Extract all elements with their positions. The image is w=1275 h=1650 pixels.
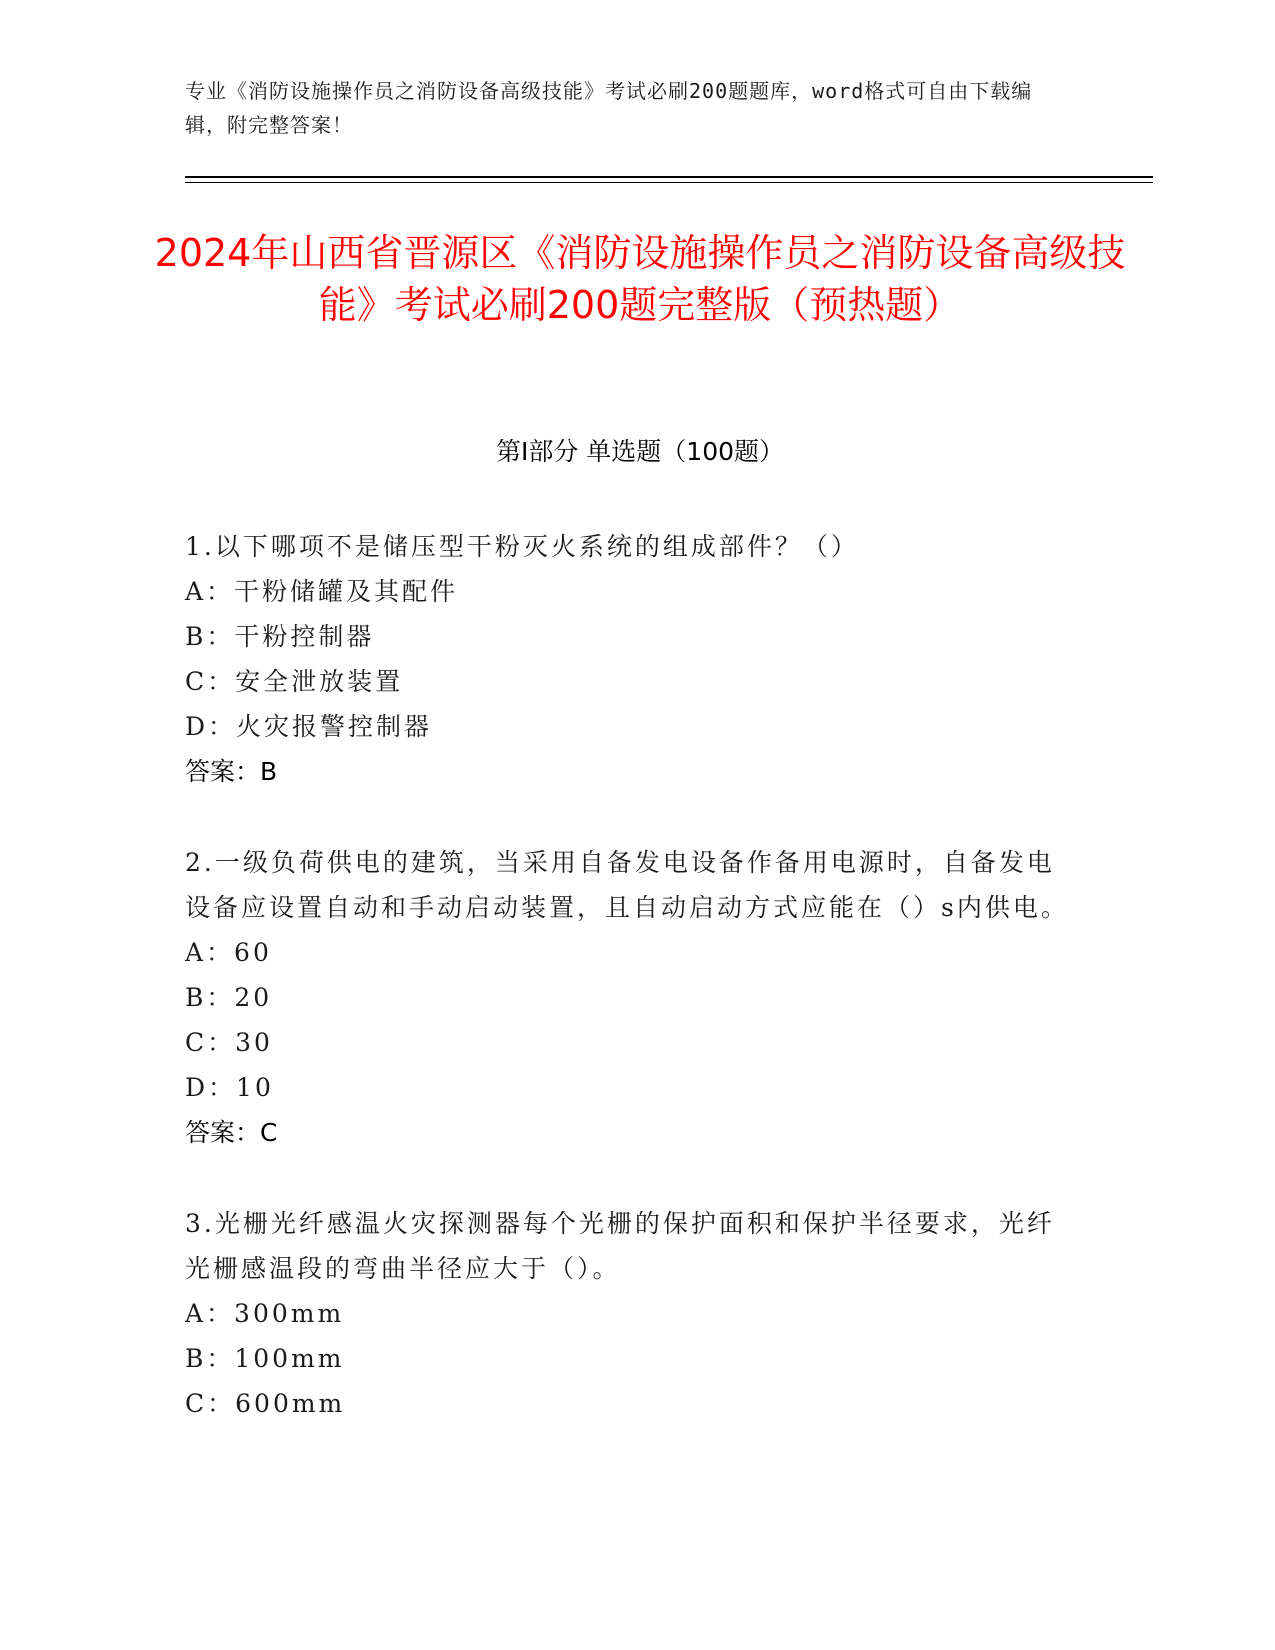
question-2	[185, 840, 1085, 1155]
header-rule-thin	[185, 182, 1153, 183]
option-list	[185, 569, 1085, 749]
answer: 答案：B	[185, 757, 278, 786]
option-c: C：600mm	[185, 1389, 346, 1418]
option-b: B：20	[185, 983, 273, 1012]
option-a: A：干粉储罐及其配件	[185, 577, 459, 606]
option-d: D：10	[185, 1073, 274, 1102]
question-text: 2.一级负荷供电的建筑，当采用自备发电设备作备用电源时，自备发电设备应设置自动和手动启动装置，且自动启动方式应能在（）s内供电。	[185, 848, 1069, 922]
question-text: 3.光栅光纤感温火灾探测器每个光栅的保护面积和保护半径要求，光纤光栅感温段的弯曲半径应大于（）。	[185, 1209, 1055, 1283]
question-3	[185, 1201, 1085, 1426]
question-list	[185, 524, 1085, 1472]
option-b: B：干粉控制器	[185, 622, 375, 651]
option-b: B：100mm	[185, 1344, 345, 1373]
option-list	[185, 1291, 1085, 1426]
option-d: D：火灾报警控制器	[185, 712, 433, 741]
header-rule-thick	[185, 176, 1153, 178]
option-c: C：30	[185, 1028, 273, 1057]
option-a: A：60	[185, 938, 272, 967]
option-list	[185, 930, 1085, 1110]
section-heading: 第I部分 单选题（100题）	[495, 437, 785, 466]
header-note: 专业《消防设施操作员之消防设备高级技能》考试必刷200题题库，word格式可自由下载编辑，附完整答案！	[185, 79, 1033, 137]
question-1	[185, 524, 1085, 794]
option-a: A：300mm	[185, 1299, 345, 1328]
question-text: 1.以下哪项不是储压型干粉灭火系统的组成部件？（）	[185, 532, 859, 561]
document-title: 2024年山西省晋源区《消防设施操作员之消防设备高级技能》考试必刷200题完整版（预热题）	[154, 231, 1126, 327]
option-c: C：安全泄放装置	[185, 667, 404, 696]
answer: 答案：C	[185, 1118, 278, 1147]
